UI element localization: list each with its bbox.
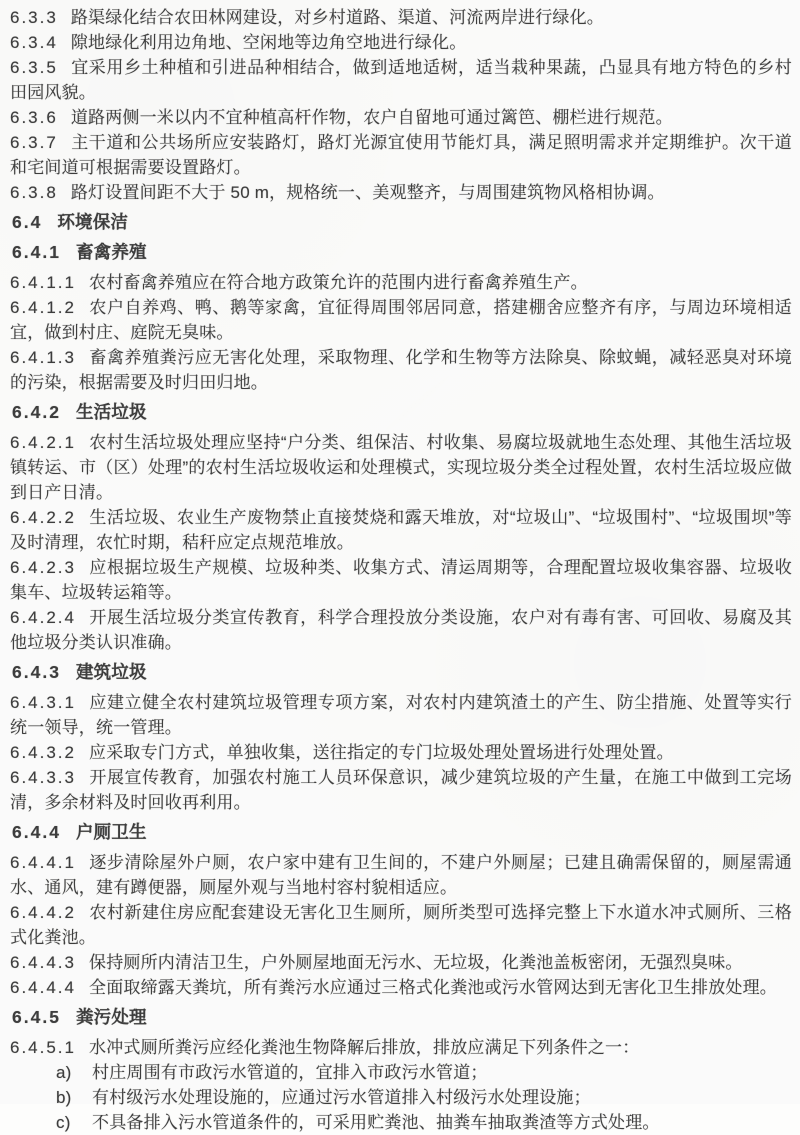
section-heading [12,240,792,265]
clause-number: 6.4.4.3 [10,953,76,972]
clause-paragraph [10,850,792,900]
clause-text: 畜禽养殖粪污应无害化处理，采取物理、化学和生物等方法除臭、除蚊蝇，减轻恶臭对环境的污染，根据需要及时归田归地。 [10,348,792,392]
clause-number: 6.4.1.1 [10,273,76,292]
section-heading-number: 6.4.2 [12,402,61,422]
clause-paragraph [10,975,792,1000]
clause-paragraph [10,900,792,950]
clause-paragraph [10,345,792,395]
section-heading-title: 畜禽养殖 [75,242,147,262]
clause-text: 农户自养鸡、鸭、鹅等家禽，宜征得周围邻居同意，搭建棚舍应整齐有序，与周边环境相适宜，做到村庄、庭院无臭味。 [10,298,792,342]
clause-text: 保持厕所内清洁卫生，户外厕屋地面无污水、无垃圾，化粪池盖板密闭，无强烈臭味。 [89,953,743,972]
clause-number: 6.4.1.2 [10,298,76,317]
clause-number: 6.4.2.1 [10,433,76,452]
clause-text: 道路两侧一米以内不宜种植高杆作物，农户自留地可通过篱笆、棚栏进行规范。 [70,108,673,127]
clause-text: 全面取缔露天粪坑，所有粪污水应通过三格式化粪池或污水管网达到无害化卫生排放处理。 [89,978,777,997]
clause-paragraph [10,295,792,345]
list-item-text: 有村级污水处理设施的，应通过污水管道排入村级污水处理设施； [92,1088,591,1107]
clause-text: 宜采用乡土种植和引进品种相结合，做到适地适树，适当栽种果蔬，凸显具有地方特色的乡村田园风貌。 [10,58,792,102]
list-item-marker: b) [56,1088,72,1107]
clause-text: 应根据垃圾生产规模、垃圾种类、收集方式、清运周期等，合理配置垃圾收集容器、垃圾收集车、垃圾转运箱等。 [10,558,792,602]
clause-number: 6.3.7 [10,133,58,152]
clause-paragraph [10,555,792,605]
section-heading-number: 6.4.3 [12,662,61,682]
section-heading [12,210,792,235]
section-heading [12,1005,792,1030]
clause-number: 6.3.5 [10,58,58,77]
list-item-text: 村庄周围有市政污水管道的，宜排入市政污水管道； [92,1063,488,1082]
clause-text: 隙地绿化利用边角地、空闲地等边角空地进行绿化。 [70,33,467,52]
clause-number: 6.4.5.1 [10,1038,76,1057]
clause-number: 6.4.4.4 [10,978,76,997]
clause-text: 应建立健全农村建筑垃圾管理专项方案，对农村内建筑渣土的产生、防尘措施、处置等实行统一领导，统一管理。 [10,693,792,737]
clause-paragraph [10,55,792,105]
list-item-text: 不具备排入污水管道条件的，可采用贮粪池、抽粪车抽取粪渣等方式处理。 [92,1113,660,1132]
section-heading-title: 粪污处理 [75,1007,147,1027]
list-item [10,1085,792,1110]
clause-number: 6.4.2.3 [10,558,76,577]
clause-text: 逐步清除屋外户厕，农户家中建有卫生间的，不建户外厕屋；已建且确需保留的，厕屋需通水、通风，建有蹲便器，厕屋外观与当地村容村貌相适应。 [10,853,792,897]
clause-paragraph [10,740,792,765]
clause-paragraph [10,270,792,295]
clause-text: 农村新建住房应配套建设无害化卫生厕所，厕所类型可选择完整上下水道水冲式厕所、三格式化粪池。 [10,903,792,947]
clause-text: 开展生活垃圾分类宣传教育，科学合理投放分类设施，农户对有毒有害、可回收、易腐及其他垃圾分类认识准确。 [10,608,792,652]
clause-number: 6.4.4.2 [10,903,76,922]
clause-number: 6.3.3 [10,8,58,27]
clause-paragraph [10,5,792,30]
clause-number: 6.4.3.2 [10,743,76,762]
clause-paragraph [10,690,792,740]
clause-paragraph [10,505,792,555]
clause-text: 水冲式厕所粪污应经化粪池生物降解后排放，排放应满足下列条件之一： [89,1038,640,1057]
clause-paragraph [10,180,792,205]
clause-paragraph [10,765,792,815]
section-heading-title: 环境保洁 [57,212,129,232]
clause-text: 农村生活垃圾处理应坚持“户分类、组保洁、村收集、易腐垃圾就地生态处理、其他生活垃圾镇转运、市（区）处理”的农村生活垃圾收运和处理模式，实现垃圾分类全过程处置，农村生活垃圾应做到日产日清。 [10,433,792,502]
clause-number: 6.3.4 [10,33,58,52]
clause-text: 农村畜禽养殖应在符合地方政策允许的范围内进行畜禽养殖生产。 [89,273,588,292]
clause-paragraph [10,1035,792,1060]
section-heading [12,820,792,845]
clause-paragraph [10,30,792,55]
section-heading [12,660,792,685]
clause-text: 路渠绿化结合农田林网建设，对乡村道路、渠道、河流两岸进行绿化。 [70,8,605,27]
section-heading [12,400,792,425]
clause-number: 6.3.6 [10,108,58,127]
clause-text: 开展宣传教育，加强农村施工人员环保意识，减少建筑垃圾的产生量，在施工中做到工完场清，多余材料及时回收再利用。 [10,768,792,812]
section-heading-number: 6.4.4 [12,822,61,842]
clause-paragraph [10,605,792,655]
clause-number: 6.4.2.4 [10,608,76,627]
section-heading-title: 建筑垃圾 [75,662,147,682]
section-heading-number: 6.4.5 [12,1007,61,1027]
clause-paragraph [10,950,792,975]
section-heading-title: 户厕卫生 [75,822,147,842]
clause-text: 生活垃圾、农业生产废物禁止直接焚烧和露天堆放，对“垃圾山”、“垃圾围村”、“垃圾围坝”等及时清理，农忙时期，秸秆应定点规范堆放。 [10,508,792,552]
list-item [10,1060,792,1085]
clause-number: 6.4.1.3 [10,348,76,367]
clause-number: 6.4.3.1 [10,693,76,712]
section-heading-number: 6.4 [12,212,43,232]
clause-paragraph [10,105,792,130]
list-item-marker: a) [56,1063,72,1082]
list-item-marker: c) [56,1113,71,1132]
clause-text: 路灯设置间距不大于 50 m，规格统一、美观整齐，与周围建筑物风格相协调。 [70,183,665,202]
section-heading-number: 6.4.1 [12,242,61,262]
clause-text: 主干道和公共场所应安装路灯，路灯光源宜使用节能灯具，满足照明需求并定期维护。次干道和宅间道可根据需要设置路灯。 [10,133,792,177]
clause-number: 6.4.3.3 [10,768,76,787]
clause-paragraph [10,130,792,180]
document-body [10,5,792,1135]
list-item [10,1110,792,1135]
clause-paragraph [10,430,792,505]
clause-number: 6.4.4.1 [10,853,76,872]
clause-number: 6.4.2.2 [10,508,76,527]
section-heading-title: 生活垃圾 [75,402,147,422]
clause-number: 6.3.8 [10,183,58,202]
clause-text: 应采取专门方式，单独收集，送往指定的专门垃圾处理处置场进行处理处置。 [89,743,674,762]
